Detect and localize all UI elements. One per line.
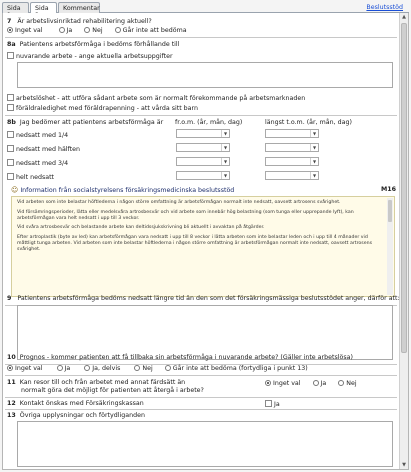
scroll-down-icon[interactable]: ▼ — [402, 462, 406, 468]
q8a-current-work-label: nuvarande arbete - ange aktuella arbetsuppgifter — [16, 53, 173, 60]
q8b-row-3-from-select[interactable] — [176, 157, 230, 166]
option-label: Inget val — [15, 27, 43, 34]
q13-heading — [7, 412, 145, 419]
option-label: Nej — [142, 365, 153, 372]
option-label: Nej — [92, 27, 103, 34]
q11-number: 11 — [7, 379, 16, 386]
info-scrollbar[interactable] — [387, 198, 393, 295]
q8a-parental-label: föräldraledighet med föräldrapenning - att vårda sitt barn — [16, 105, 199, 112]
q8a-label: Patientens arbetsförmåga i bedöms förhållande till — [19, 41, 180, 48]
chevron-down-icon: ▼ — [221, 130, 229, 137]
q7-heading — [7, 18, 152, 25]
checkbox-icon — [7, 52, 14, 59]
q8b-row-1-from-select[interactable] — [176, 129, 230, 138]
q12-heading — [7, 400, 144, 407]
tab-kommentar[interactable] — [58, 2, 100, 13]
q10-options — [7, 365, 308, 372]
tab-sida-1[interactable] — [2, 2, 29, 13]
divider — [5, 115, 397, 116]
radio-icon — [265, 380, 271, 386]
chevron-down-icon: ▼ — [310, 144, 318, 151]
q10-option-gar-inte[interactable] — [165, 365, 308, 372]
tab-label: Sida — [7, 4, 21, 12]
info-paragraph: Vid svåra artrosbesvär och belastande arbete kan deltidssjukskrivning bli aktuellt i avvaktan på åtgärder. — [17, 225, 265, 230]
info-header — [11, 186, 234, 194]
q7-option-gar-inte[interactable] — [115, 27, 187, 34]
q11-options — [265, 380, 357, 387]
q12-label: Kontakt önskas med Försäkringskassan — [19, 400, 144, 407]
q11-option-ja[interactable] — [313, 380, 327, 387]
radio-icon — [134, 365, 140, 371]
form-page — [2, 13, 409, 470]
info-paragraph: Efter artroplastik (byte av led) kan arbetsförmågan vara nedsatt i upp till 8 veckor i lätta arbeten som inte belastar leden och i upp till 4 månader vid måttligt tunga arbeten. Vid arbeten som inte belastar höftlederna i någon större omfattning är arbetsförmågan normalt inte nedsatt, oavsett artrosens svårighet. — [17, 234, 373, 252]
q12-number: 12 — [7, 400, 16, 407]
beslutsstod-link[interactable]: Beslutsstöd — [366, 4, 403, 11]
q8a-number: 8a — [7, 41, 16, 48]
q9-textarea[interactable] — [17, 305, 393, 360]
q11-label-line2: normalt göra det möjligt för patienten att återgå i arbete? — [21, 387, 204, 394]
chevron-down-icon: ▼ — [310, 158, 318, 165]
info-title: Information från socialstyrelsens försäkringsmedicinska beslutsstöd — [20, 187, 235, 194]
q8a-work-tasks-textarea[interactable] — [17, 62, 393, 88]
q8b-row-half[interactable] — [7, 145, 80, 153]
q8b-heading — [7, 119, 163, 126]
option-label: Går inte att bedöma (fortydliga i punkt 13) — [172, 365, 308, 372]
info-code: M16 — [381, 186, 397, 193]
divider — [5, 409, 397, 410]
q9-number: 9 — [7, 295, 12, 302]
option-label: Ja — [64, 365, 71, 372]
info-paragraph: Vid försämringsperioder, lätta eller medelsvåra artrosbesvär och vid arbete som innebär hög belastning (som tunga eller upprepande lyft), kan arbetsförmågan vara helt nedsatt i upp till 3 veckor. — [17, 209, 354, 221]
q8b-row-4-from-select[interactable] — [176, 171, 230, 180]
radio-icon — [338, 380, 344, 386]
q8a-current-work-checkbox[interactable] — [7, 52, 173, 60]
q10-label: Prognos - kommer patienten att få tillbaka sin arbetsförmåga i nuvarande arbete? (Gäller inte arbetslösa) — [19, 354, 353, 361]
q12-ja-label: Ja — [274, 401, 280, 408]
q10-number: 10 — [7, 354, 16, 361]
q10-heading — [7, 354, 353, 361]
q8a-parental-checkbox[interactable] — [7, 104, 198, 112]
q8b-row-1-to-select[interactable] — [265, 129, 319, 138]
chevron-down-icon: ▼ — [310, 130, 318, 137]
option-label: Nej — [346, 380, 357, 387]
checkbox-icon — [7, 131, 14, 138]
q13-number: 13 — [7, 412, 16, 419]
q8b-row-2-to-select[interactable] — [265, 143, 319, 152]
radio-icon — [57, 365, 63, 371]
q8b-row-2-from-select[interactable] — [176, 143, 230, 152]
q7-number: 7 — [7, 18, 12, 25]
q10-option-nej[interactable] — [134, 365, 152, 372]
q8b-row-3-4[interactable] — [7, 159, 68, 167]
q11-label-line1: Kan resor till och från arbetet med annat färdsätt än — [19, 379, 186, 386]
q13-label: Övriga upplysningar och förtydliganden — [19, 412, 145, 419]
q8b-to-header: längst t.o.m. (år, mån, dag) — [265, 119, 352, 126]
q7-option-ja[interactable] — [59, 27, 73, 34]
q8a-unemployed-checkbox[interactable] — [7, 94, 305, 102]
q11-option-nej[interactable] — [338, 380, 356, 387]
q8b-number: 8b — [7, 119, 16, 126]
checkbox-icon — [7, 173, 14, 180]
q8b-row-4-to-select[interactable] — [265, 171, 319, 180]
chevron-down-icon: ▼ — [221, 144, 229, 151]
radio-icon — [7, 27, 13, 33]
checkbox-icon — [7, 104, 14, 111]
q8b-row-full[interactable] — [7, 173, 54, 181]
scroll-thumb[interactable] — [401, 23, 407, 353]
divider — [5, 397, 397, 398]
q12-ja-checkbox[interactable] — [265, 400, 280, 408]
option-label: Ja, delvis — [92, 365, 121, 372]
tab-label: Sida — [35, 4, 49, 12]
option-label: Inget val — [273, 380, 301, 387]
q8b-row-label: helt nedsatt — [16, 174, 55, 181]
q11-heading — [7, 379, 185, 386]
page-scrollbar[interactable] — [399, 13, 408, 469]
checkbox-icon — [265, 400, 272, 407]
q7-option-nej[interactable] — [84, 27, 102, 34]
divider — [5, 375, 397, 376]
option-label: Går inte att bedöma — [122, 27, 187, 34]
checkbox-icon — [7, 94, 14, 101]
option-label: Inget val — [15, 365, 43, 372]
divider — [5, 37, 397, 38]
q10-option-inget-val[interactable] — [7, 365, 43, 372]
q8b-row-1-4[interactable] — [7, 131, 68, 139]
option-label: Ja — [320, 380, 327, 387]
scroll-up-icon[interactable]: ▲ — [402, 14, 406, 20]
radio-icon — [84, 27, 90, 33]
q7-option-inget-val[interactable] — [7, 27, 43, 34]
option-label: Ja — [66, 27, 73, 34]
tab-bar — [2, 2, 409, 13]
q8a-heading — [7, 41, 179, 48]
radio-icon — [313, 380, 319, 386]
q7-label: Är arbetslivsinriktad rehabilitering aktuell? — [17, 18, 152, 25]
radio-icon — [165, 365, 171, 371]
chevron-down-icon: ▼ — [310, 172, 318, 179]
q8b-row-label: nedsatt med 3/4 — [16, 160, 69, 167]
info-text-box[interactable] — [11, 196, 395, 297]
q10-option-ja-delvis[interactable] — [84, 365, 120, 372]
radio-icon — [7, 365, 13, 371]
q8b-row-3-to-select[interactable] — [265, 157, 319, 166]
q10-option-ja[interactable] — [57, 365, 71, 372]
checkbox-icon — [7, 159, 14, 166]
radio-icon — [115, 27, 121, 33]
chevron-down-icon: ▼ — [221, 158, 229, 165]
q11-option-inget-val[interactable] — [265, 380, 301, 387]
q8b-row-label: nedsatt med hälften — [16, 146, 80, 153]
q9-label: Patientens arbetsförmåga bedöms nedsatt längre tid än den som det försäkringsmässiga beslutsstödet anger, därför att: — [17, 295, 400, 302]
info-scroll-thumb[interactable] — [388, 200, 392, 222]
info-paragraph: Vid arbeten som inte belastar höftlederna i någon större omfattning är arbetsförmågan normalt inte nedsatt, oavsett artrosens svårighet. — [17, 200, 341, 205]
checkbox-icon — [7, 145, 14, 152]
q8b-row-label: nedsatt med 1/4 — [16, 132, 69, 139]
q9-heading — [7, 295, 400, 302]
q8b-from-header: fr.o.m. (år, mån, dag) — [175, 119, 243, 126]
q13-textarea[interactable] — [17, 421, 393, 467]
q8a-unemployed-label: arbetslöshet - att utföra sådant arbete som är normalt förekommande på arbetsmarknaden — [16, 95, 306, 102]
q8b-label: Jag bedömer att patientens arbetsförmåga är — [19, 119, 164, 126]
people-icon: ☺ — [11, 186, 19, 194]
tab-label: Kommentar — [63, 4, 100, 12]
radio-icon — [59, 27, 65, 33]
q7-options — [7, 27, 187, 34]
radio-icon — [84, 365, 90, 371]
chevron-down-icon: ▼ — [221, 172, 229, 179]
